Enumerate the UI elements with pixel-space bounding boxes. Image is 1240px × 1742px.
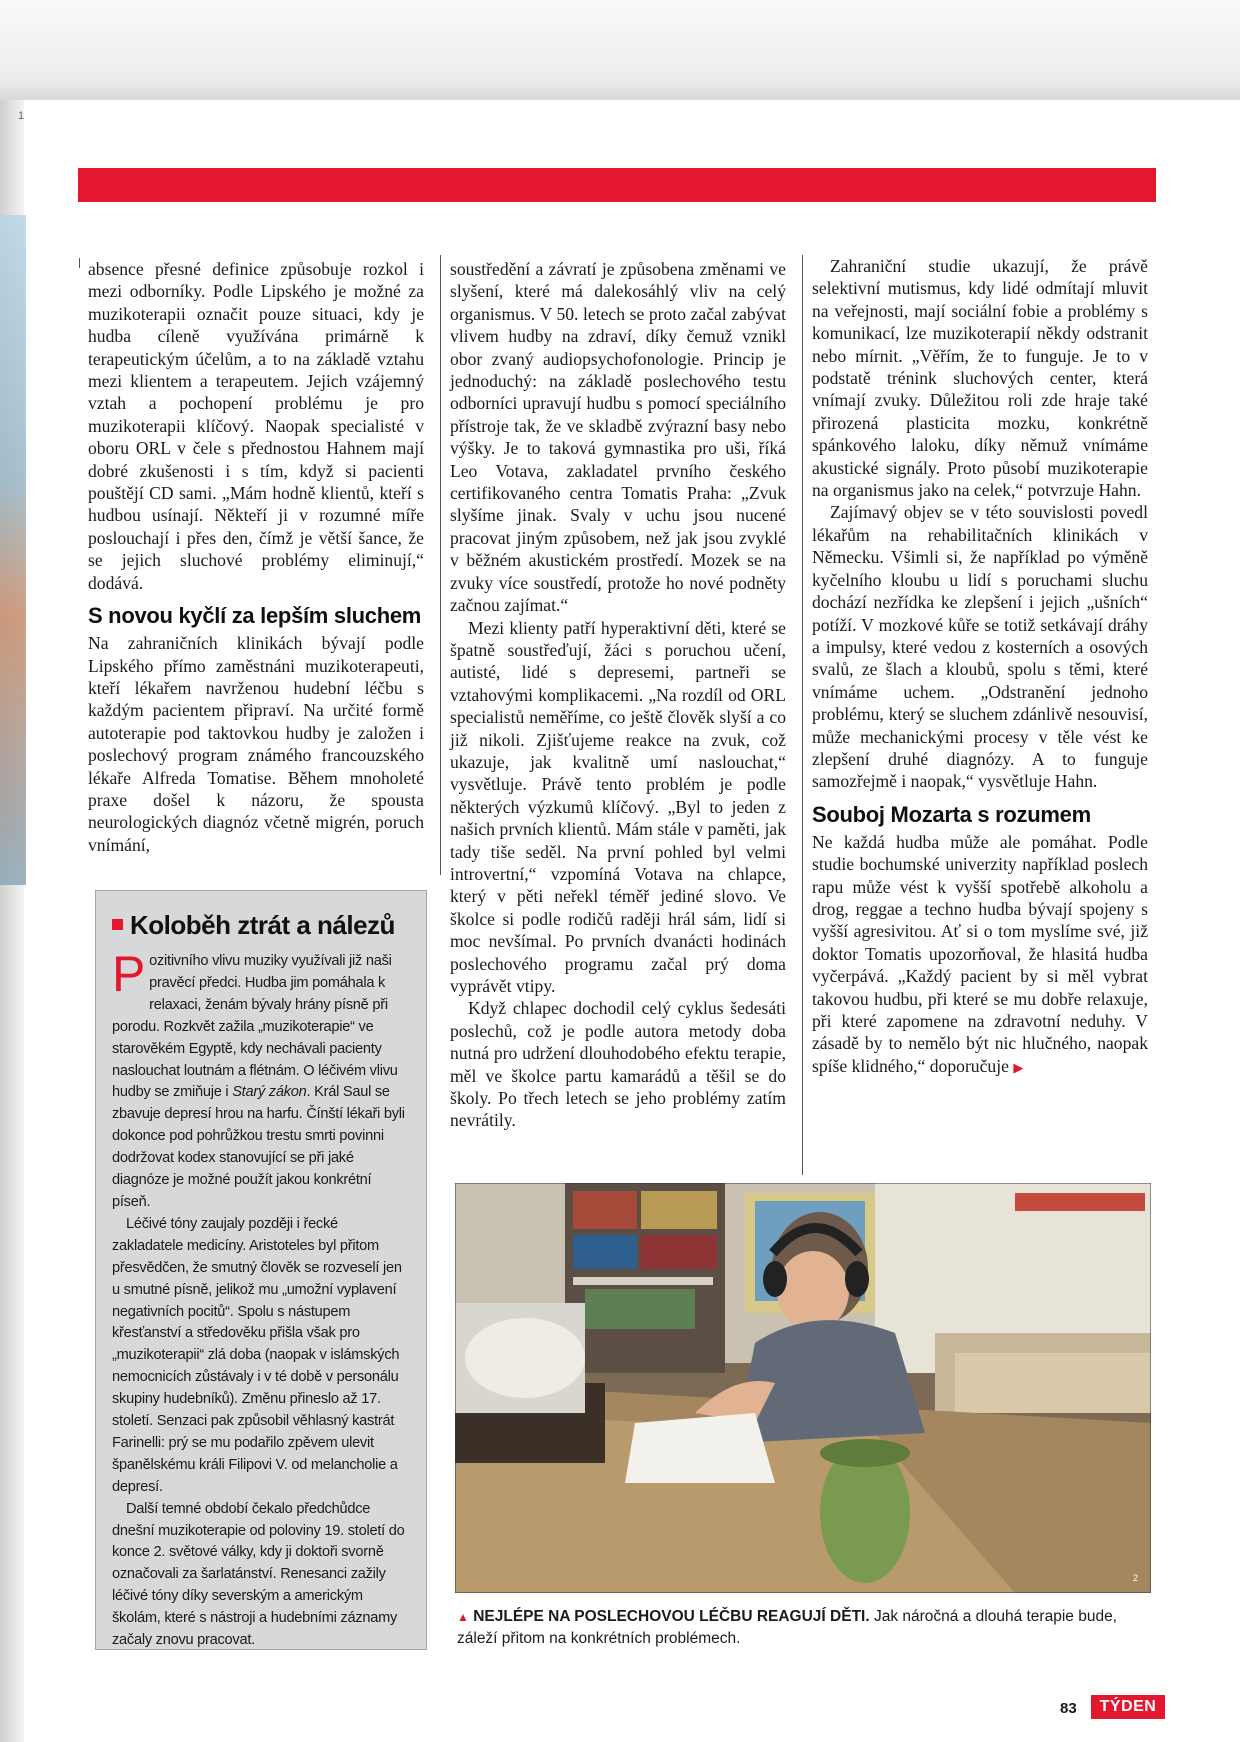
article-column-2 — [450, 258, 786, 1132]
column-3-paragraph: Zajímavý objev se v této souvislosti povedl lékařům na rehabilitačních klinikách v Německu. Všimli si, že například po výměně kyčelního kloubu u lidí s poruchami sluchu dochází nezřídka ke zlepšení i jejich „ušních“ potíží. V mozkové kůře se totiž setkávají dráhy a impulsy, které vedou z kosterních a osových svalů, ze šlach a kloubů, spolu s těmi, které vnímáme uchem. „Odstranění jednoho problému, který se sluchem zdánlivě nesouvisí, může mechanickými procesy v těle vést ke zlepšení druhé diagnózy. A to funguje samozřejmě i naopak,“ vysvětluje Hahn. — [812, 502, 1148, 792]
sidebar-paragraph: Léčivé tóny zaujaly později i řecké zakladatele medicíny. Aristoteles byl přitom přesvědčen, že smutný člověk se rozveselí jen u smutné písně, jelikož mu „umožní vyplavení negativních pocitů“. Spolu s nástupem křesťanství a středověku přišla však pro „muzikoterapii“ zlá doba (naopak v islámských nemocnicích zůstávaly i v té době v personálu skupiny hudebníků). Změnu přineslo až 17. století. Senzaci pak způsobil věhlasný kastrát Farinelli: prý se mu podařilo zpěvem ulevit španělskému králi Filipovi V. od melancholie a depresí. — [112, 1215, 402, 1495]
column-3-paragraph: Zahraniční studie ukazují, že právě selektivní mutismus, kdy lidé odmítají mluvit na veřejnosti, mají sociální fobie a problémy s komunikací, lze muzikoterapií někdy odstranit nebo mírnit. „Věřím, že to funguje. Je to v podstatě trénink sluchových center, která vnímají zvuky. Důležitou roli zde hraje také přirozená plasticita mozku, konkrétně spánkového laloku, díky němuž vnímáme akustické signály. Proto působí muzikoterapie na organismus jako na celek,“ potvrzuje Hahn. — [812, 256, 1148, 501]
sidebar-title-text: Koloběh ztrát a nálezů — [130, 910, 395, 940]
sidebar-title — [112, 909, 412, 941]
column-1-paragraph: Na zahraničních klinikách bývají podle Lipského přímo zaměstnáni muzikoterapeuti, kteří lékařem navrženou hudební léčbu s každým pacientem připraví. Na určité formě autoterapie pod taktovkou hudby je založen i poslechový program známého francouzského lékaře Alfreda Tomatise. Během mnoholeté praxe došel k názoru, že spousta neurologických diagnóz včetně migrén, poruch vnímání, — [88, 633, 424, 855]
magazine-logo: TÝDEN — [1091, 1695, 1165, 1719]
previous-page-photo-strip — [0, 215, 26, 885]
sidebar-box — [95, 890, 427, 1650]
article-photo — [455, 1183, 1151, 1593]
column-2-paragraph: Mezi klienty patří hyperaktivní děti, které se špatně soustřeďují, žáci s poruchou učení, autisté, lidé s depresemi, partneři se vztahovými komplikacemi. „Na rozdíl od ORL specialistů neměříme, co ještě člověk slyší a co již nikoli. Zjišťujeme reakce na zvuk, což ukazuje, jak kvalitně umí naslouchat,“ vysvětluje. Právě tento problém je podle některých výzkumů klíčový. „Byl to jeden z našich prvních klientů. Mám stále v paměti, jak tady tiše seděl. Na první pohled byl velmi introvertní,“ vzpomíná Votava na chlapce, který v pěti neřekl téměř jediné slovo. Ve školce si podle rodičů raději hrál sám, lidí si moc nevšímal. Po prvních dvanácti hodinách poslechového programu začal prý doma vyprávět vtipy. — [450, 617, 786, 996]
drop-cap: P — [112, 946, 146, 1002]
sidebar-text: . Král Saul se zbavuje depresí hrou na harfu. Čínští lékaři byli dokonce pod pohrůžkou trestu smrti povinni dodržovat kodex stanovující se při jaké diagnóze je možné použít jakou konkrétní píseň. — [112, 1084, 405, 1210]
sidebar-paragraph: Další temné období čekalo předchůdce dnešní muzikoterapie od poloviny 19. století do konce 2. světové války, kdy ji doktoři svorně označovali za šarlatánství. Renesanci zažily léčivé tóny díky severským a americkým školám, které s nástroji a hudebními záznamy začaly znovu pracovat. — [112, 1500, 405, 1649]
column-3-last-text: Ne každá hudba může ale pomáhat. Podle studie bochumské univerzity například poslech rapu může vést k vyšší spotřebě alkoholu a drog, reggae a techno hudba bývají spojeny s vyšší agresivitou. Ať si o tom myslíme své, již doktor Tomatis upozorňoval, že hlasitá hudba vyčerpává. „Každý pacient by si měl vybrat takovou hudbu, při které se mu dobře relaxuje, při které zapomene na zdravotní neduhy. V zásadě by to nemělo být nic hlučného, naopak spíše klidného,“ doporučuje — [812, 831, 1148, 1076]
subheading-mozart: Souboj Mozarta s rozumem — [812, 801, 1091, 827]
photo-illustration — [455, 1183, 1151, 1593]
article-column-1 — [88, 258, 424, 856]
top-red-bar — [78, 168, 1156, 202]
column-rule — [440, 255, 441, 875]
red-square-icon — [112, 919, 123, 930]
sidebar-paragraph — [112, 946, 412, 1214]
column-rule — [802, 255, 803, 1175]
scan-corner-mark: 1 — [18, 110, 25, 122]
photo-caption — [457, 1606, 1157, 1650]
sidebar-italic-text: Starý zákon — [232, 1084, 307, 1101]
scan-top-shadow — [0, 0, 1240, 100]
column-1-paragraph: absence přesné definice způsobuje rozkol i mezi odborníky. Podle Lipského je možné za muzikoterapii označit pouze situaci, kdy je hudba cíleně využívána primárně k terapeutickým účelům, a to na základě vztahu mezi klientem a terapeutem. Jejich vzájemný vztah a pochopení problému je pro muzikoterapii klíčový. Naopak specialisté v oboru ORL v čele s přednostou Hahnem mají dobré zkušenosti i s tím, když si pacienti pouštějí CD sami. „Mám hodně klientů, kteří s hudbou usínají. Někteří ji v rozumné míře poslouchají i přes den, čímž je větší šance, že se jejich sluchové problémy eliminují,“ dodává. — [88, 259, 424, 593]
article-column-3 — [812, 255, 1148, 1079]
caption-triangle-icon: ▲ — [457, 1610, 469, 1624]
caption-bold: NEJLÉPE NA POSLECHOVOU LÉČBU REAGUJÍ DĚTI. — [473, 1608, 870, 1625]
photo-number: 2 — [1133, 1573, 1139, 1583]
column-2-paragraph: soustředění a závratí je způsobena změnami ve slyšení, které má dalekosáhlý vliv na celý organismus. V 50. letech se proto začal zabývat vlivem hudby na zdraví, díky čemuž vznikl obor zvaný audiopsychofonologie. Princip je jednoduchý: na základě poslechového testu odborníci upravují hudbu s pomocí speciálního přístroje tak, že ve skladbě zvýrazní basy nebo výšky. Je to taková gymnastika pro uši, říká Leo Votava, zakladatel prvního českého certifikovaného centra Tomatis Praha: „Zvuk slyšíme jinak. Svaly v uchu jsou nucené pracovat jiným způsobem, než jak jsou zvyklé v běžném akustickém prostředí. Mozek se na zvuky více soustředí, protože ho nové podněty začnou zajímat.“ — [450, 259, 786, 616]
subheading-hip: S novou kyčlí za lepším sluchem — [88, 603, 422, 629]
sidebar-text: ozitivního vlivu muziky využívali již naši pravěcí předci. Hudba jim pomáhala k relaxaci, ženám bývaly hrány písně při porodu. Rozkvět zažila „muzikoterapie“ ve starověkém Egyptě, kdy nechávali pacienty naslouchat loutnám a flétnám. O léčivém vlivu hudby se zmiňuje i — [112, 953, 398, 1101]
column-3-paragraph — [812, 831, 1148, 1079]
column-2-paragraph: Když chlapec dochodil celý cyklus šedesáti poslechů, což je podle autora metody doba nutná pro udržení dlouhodobého efektu terapie, měl ve školce partu kamarádů a těšil se do školy. Po třech letech se jeho problémy zatím nevrátily. — [450, 998, 786, 1131]
page-number: 83 — [1060, 1700, 1077, 1717]
continue-arrow-icon: ▶ — [1013, 1059, 1024, 1075]
column-rule — [79, 258, 80, 268]
caption-text: Jak náročná a dlouhá terapie bude, záleží přitom na konkrétních problémech. — [457, 1608, 1117, 1647]
